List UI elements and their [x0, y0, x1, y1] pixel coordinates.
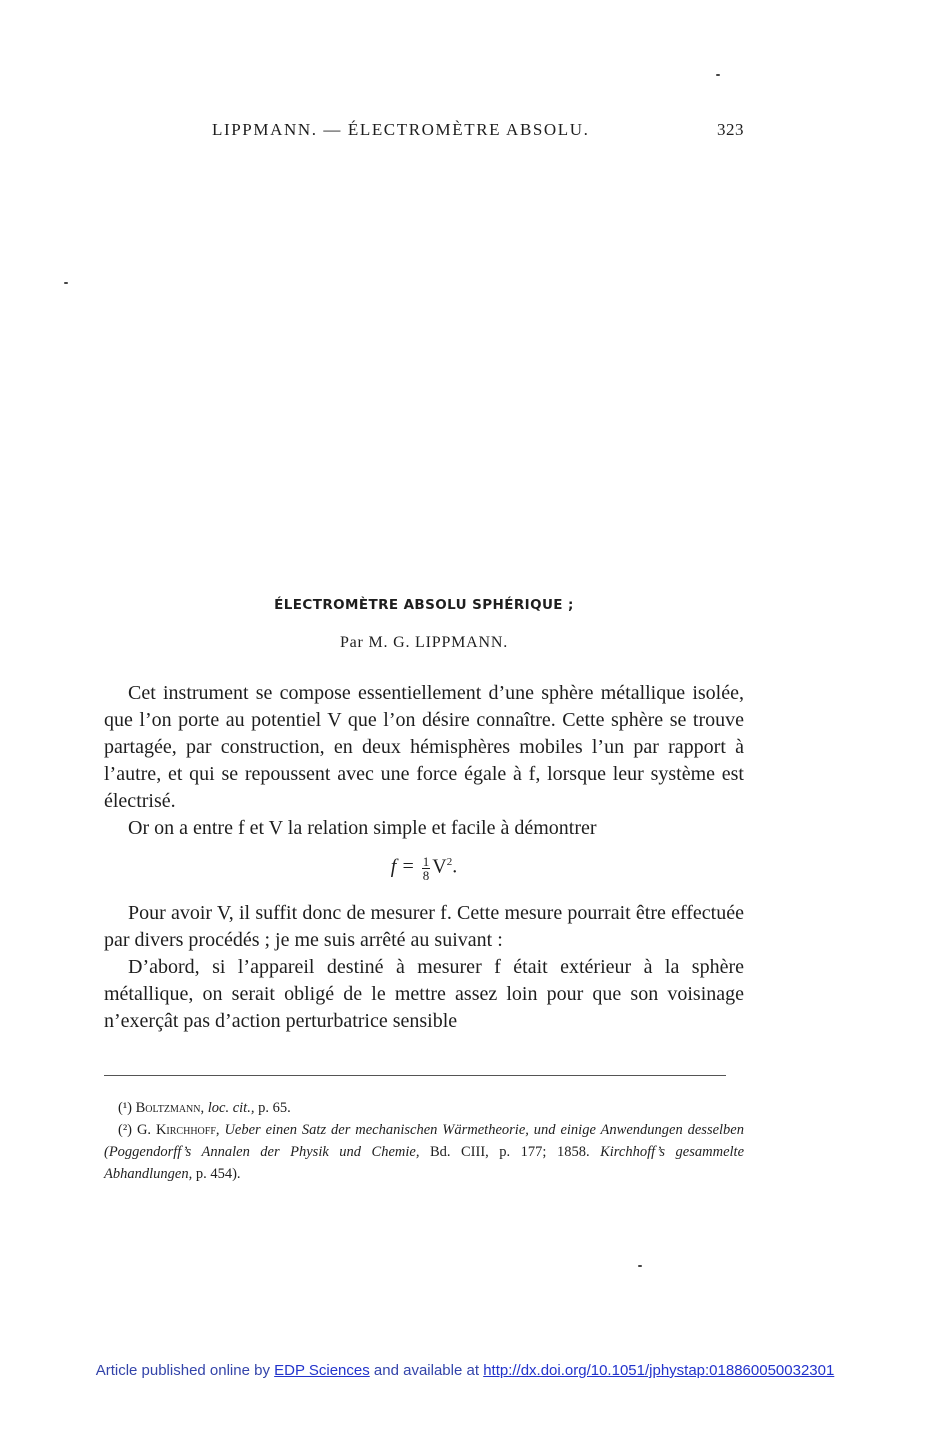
- doi-link[interactable]: http://dx.doi.org/10.1051/jphystap:018860050032301: [483, 1362, 835, 1379]
- banner-middle: and available at: [373, 1362, 480, 1379]
- footnote-1-author: Boltzmann,: [135, 1100, 205, 1116]
- footnote-1-mark: (¹): [118, 1100, 133, 1116]
- footnote-2-mark: (²): [118, 1122, 133, 1138]
- paragraph-2: Or on a entre f et V la relation simple et facile à démontrer: [128, 817, 597, 839]
- formula-numerator: 1: [422, 853, 430, 869]
- footnote-2-author: G. Kirchhoff,: [136, 1122, 220, 1138]
- article-title: ÉLECTROMÈTRE ABSOLU SPHÉRIQUE ;: [274, 597, 574, 613]
- edp-sciences-link[interactable]: EDP Sciences: [274, 1362, 370, 1379]
- footnote-1-ref: loc. cit.,: [207, 1100, 255, 1116]
- page-number: 323: [717, 120, 744, 139]
- running-header: [104, 120, 744, 142]
- footnote-2-page: p. 454).: [195, 1166, 241, 1182]
- formula-lhs: f =: [390, 855, 415, 878]
- formula-variable: V: [432, 855, 447, 878]
- footnote-1: [104, 1097, 744, 1119]
- article-body: [104, 680, 744, 1035]
- paragraph-4: D’abord, si l’appareil destiné à mesurer f était extérieur à la sphère métallique, on serait obligé de le mettre assez loin pour que son voisinage n’exerçât pas d’action perturbatrice sensible: [104, 956, 744, 1032]
- footnote-2-collected: Kirchhoff’s gesammelte Abhandlungen,: [104, 1144, 745, 1182]
- formula-fraction: [422, 855, 431, 882]
- scan-speck: [64, 282, 68, 284]
- footnote-2-work: Ueber einen Satz der mechanischen Wärmetheorie, und einige Anwendungen desselben: [224, 1122, 744, 1138]
- article-byline: Par M. G. LIPPMANN.: [339, 634, 509, 651]
- formula-denominator: 8: [422, 867, 430, 883]
- footnote-2-details: Bd. CIII, p. 177; 1858.: [429, 1144, 590, 1160]
- scan-speck: [716, 74, 720, 76]
- running-title: LIPPMANN. — ÉLECTROMÈTRE ABSOLU.: [212, 120, 590, 139]
- formula-exponent: 2: [446, 856, 453, 868]
- footnote-2: [104, 1119, 744, 1185]
- footnote-divider: [104, 1075, 726, 1076]
- publication-banner: [0, 1362, 930, 1379]
- scan-speck: [638, 1265, 642, 1267]
- paragraph-1: Cet instrument se compose essentiellement d’une sphère métallique isolée, que l’on porte au potentiel V que l’on désire connaître. Cette sphère se trouve partagée, par construction, en deux hémisphères mobiles l’un par rapport à l’autre, et qui se repoussent avec une force égale à f, lorsque leur système est électrisé.: [104, 682, 744, 812]
- formula: [104, 842, 744, 900]
- formula-end: .: [452, 855, 458, 878]
- footnotes: [104, 1097, 744, 1185]
- footnote-2-journal: (Poggendorff’s Annalen der Physik und Chemie,: [104, 1144, 420, 1160]
- paragraph-3: Pour avoir V, il suffit donc de mesurer f. Cette mesure pourrait être effectuée par divers procédés ; je me suis arrêté au suivant :: [104, 902, 744, 951]
- footnote-1-rest: p. 65.: [258, 1100, 291, 1116]
- banner-prefix: Article published online by: [95, 1362, 270, 1379]
